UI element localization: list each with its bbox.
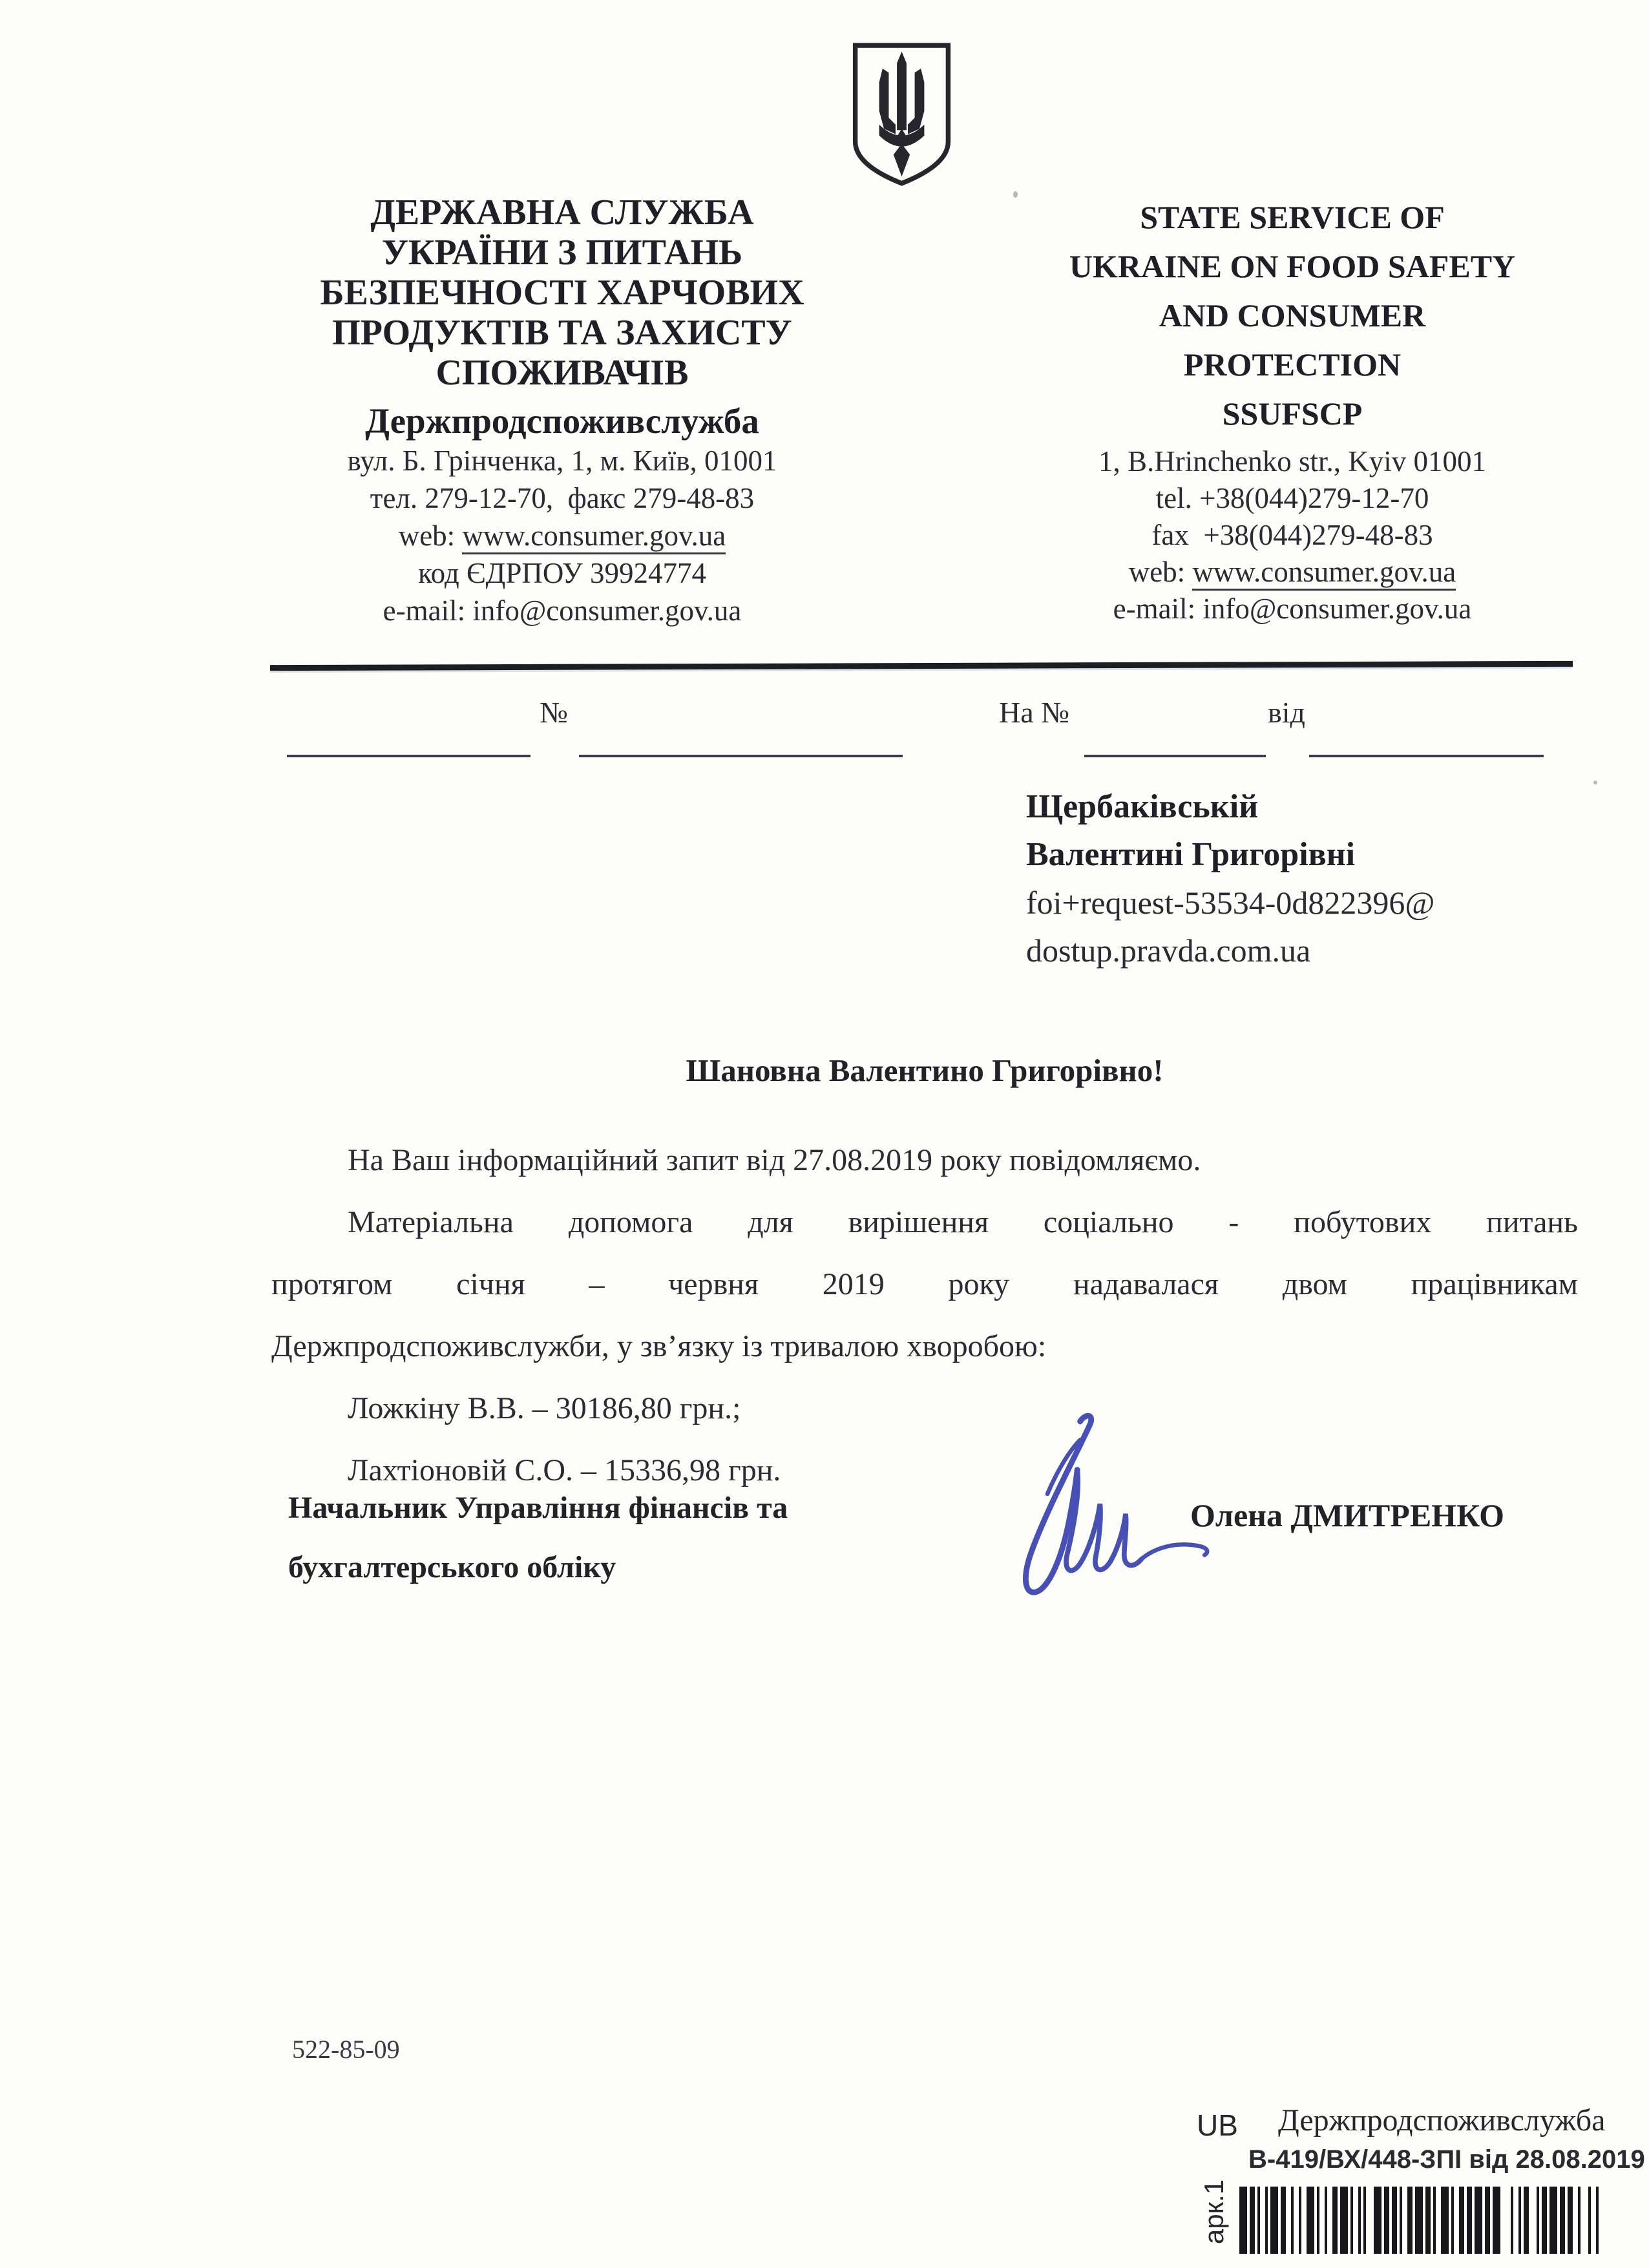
payment-list-item: Лахтіоновій С.О. – 15336,98 грн. bbox=[348, 1453, 781, 1487]
barcode-bar bbox=[1270, 2187, 1278, 2254]
barcode-gap bbox=[1402, 2187, 1407, 2254]
barcode-bar bbox=[1407, 2187, 1413, 2254]
letterhead-left-column bbox=[277, 193, 848, 629]
barcode-bar bbox=[1307, 2187, 1314, 2254]
barcode-gap bbox=[1591, 2187, 1596, 2254]
outgoing-number-blank-line bbox=[579, 755, 903, 757]
org-phones: тел. 279-12-70, факс 279-48-83 bbox=[370, 482, 755, 514]
barcode-bar bbox=[1425, 2187, 1431, 2254]
barcode-bar bbox=[1459, 2187, 1464, 2254]
stamp-sheet-label: арк.1 bbox=[1199, 2179, 1229, 2245]
barcode-bar bbox=[1415, 2187, 1423, 2254]
barcode-bar bbox=[1485, 2187, 1490, 2254]
barcode-bar bbox=[1281, 2187, 1286, 2254]
org-website-url: www.consumer.gov.ua bbox=[1192, 556, 1456, 591]
barcode-bar bbox=[1384, 2187, 1389, 2254]
barcode-bar bbox=[1524, 2187, 1529, 2254]
barcode-bar bbox=[1596, 2187, 1599, 2254]
org-email-en: e-mail: info@consumer.gov.ua bbox=[1113, 593, 1472, 625]
barcode-bar bbox=[1560, 2187, 1565, 2254]
incoming-date-label: від bbox=[1268, 696, 1305, 729]
signatory-job-title-line: Начальник Управління фінансів та bbox=[288, 1491, 788, 1525]
barcode-gap bbox=[1353, 2187, 1358, 2254]
barcode-gap bbox=[1581, 2187, 1588, 2254]
org-title-line: БЕЗПЕЧНОСТІ ХАРЧОВИХ bbox=[320, 273, 804, 313]
barcode-bar bbox=[1542, 2187, 1547, 2254]
org-short-name: Держпродспоживслужба bbox=[365, 401, 759, 441]
scan-speck bbox=[1013, 191, 1018, 198]
org-address: вул. Б. Грінченка, 1, м. Київ, 01001 bbox=[347, 445, 777, 477]
barcode-bar bbox=[1392, 2187, 1397, 2254]
incoming-number-label: На № bbox=[999, 696, 1070, 729]
org-web-line-en bbox=[1012, 554, 1573, 591]
barcode-gap bbox=[1500, 2187, 1511, 2254]
letterhead-right-column bbox=[1012, 193, 1573, 627]
signatory-job-title bbox=[288, 1478, 960, 1597]
ukraine-trident-emblem-icon bbox=[848, 43, 955, 186]
body-intro-line: На Ваш інформаційний запит від 27.08.2019 року повідомляємо. bbox=[348, 1143, 1201, 1177]
org-title-line-en: UKRAINE ON FOOD SAFETY bbox=[1069, 248, 1516, 284]
incoming-number-blank-line bbox=[1084, 755, 1266, 757]
org-title-line-en: SSUFSCP bbox=[1222, 395, 1363, 432]
barcode-bar bbox=[1475, 2187, 1482, 2254]
recipient-email-part2: dostup.pravda.com.ua bbox=[1026, 932, 1311, 969]
web-label: web: bbox=[398, 520, 463, 552]
org-edrpou-code: код ЄДРПОУ 39924774 bbox=[418, 557, 706, 589]
barcode-bar bbox=[1340, 2187, 1348, 2254]
payment-list-item: Ложкіну В.В. – 30186,80 грн.; bbox=[348, 1391, 741, 1425]
barcode-gap bbox=[1319, 2187, 1325, 2254]
barcode-bar bbox=[1568, 2187, 1573, 2254]
barcode-bar bbox=[1467, 2187, 1472, 2254]
barcode-gap bbox=[1436, 2187, 1441, 2254]
barcode-bar bbox=[1332, 2187, 1338, 2254]
scan-speck bbox=[1593, 781, 1597, 784]
recipient-block bbox=[1026, 783, 1582, 974]
handwritten-signature bbox=[940, 1409, 1212, 1622]
barcode bbox=[1239, 2187, 1599, 2254]
org-title-line-en: STATE SERVICE OF bbox=[1140, 199, 1445, 235]
org-title-line: УКРАЇНИ З ПИТАНЬ bbox=[381, 233, 743, 273]
outgoing-date-blank-line bbox=[287, 755, 530, 757]
org-tel-en: tel. +38(044)279-12-70 bbox=[1155, 482, 1429, 514]
barcode-gap bbox=[1294, 2187, 1299, 2254]
reference-number-row bbox=[271, 695, 1583, 766]
salutation: Шановна Валентино Григорівно! bbox=[686, 1053, 1164, 1088]
barcode-gap bbox=[1573, 2187, 1578, 2254]
barcode-bar bbox=[1549, 2187, 1557, 2254]
barcode-bar bbox=[1239, 2187, 1247, 2254]
org-title-line-en: AND CONSUMER bbox=[1159, 297, 1426, 333]
org-website-url: www.consumer.gov.ua bbox=[462, 520, 726, 554]
org-title-line: ПРОДУКТІВ ТА ЗАХИСТУ bbox=[332, 313, 792, 353]
recipient-surname: Щербаківській bbox=[1026, 788, 1259, 825]
body-paragraph-line: Держпродспоживслужби, у зв’язку із тривалою хворобою: bbox=[271, 1329, 1047, 1363]
web-label: web: bbox=[1128, 556, 1193, 588]
body-paragraph-line: протягом січня – червня 2019 року надавалася двом працівникам bbox=[271, 1267, 1578, 1301]
incoming-date-blank-line bbox=[1309, 755, 1544, 757]
signatory-job-title-line: бухгалтерського обліку bbox=[288, 1550, 616, 1584]
outgoing-number-label: № bbox=[540, 696, 568, 729]
barcode-bar bbox=[1250, 2187, 1255, 2254]
barcode-gap bbox=[1301, 2187, 1307, 2254]
signatory-name: Олена ДМИТРЕНКО bbox=[1190, 1497, 1504, 1533]
stamp-code: UB bbox=[1197, 2108, 1238, 2142]
barcode-gap bbox=[1327, 2187, 1332, 2254]
letterhead-divider-rule bbox=[270, 661, 1573, 671]
stamp-organization: Держпродспоживслужба bbox=[1278, 2103, 1606, 2137]
org-email: e-mail: info@consumer.gov.ua bbox=[383, 594, 742, 627]
barcode-gap bbox=[1366, 2187, 1374, 2254]
org-title-line: СПОЖИВАЧІВ bbox=[436, 353, 689, 393]
stamp-registration-number: В-419/ВХ/448-ЗПІ від 28.08.2019 bbox=[1248, 2145, 1645, 2174]
barcode-bar bbox=[1493, 2187, 1500, 2254]
body-paragraph-line: Матеріальна допомога для вирішення соціально - побутових питань bbox=[348, 1205, 1578, 1239]
org-fax-en: fax +38(044)279-48-83 bbox=[1151, 519, 1433, 551]
org-title-line-en: PROTECTION bbox=[1183, 346, 1402, 383]
recipient-email-part1: foi+request-53534-0d822396@ bbox=[1026, 885, 1435, 921]
barcode-bar bbox=[1441, 2187, 1449, 2254]
barcode-gap bbox=[1513, 2187, 1518, 2254]
org-web-line bbox=[277, 517, 848, 554]
recipient-given-names: Валентині Григорівні bbox=[1026, 836, 1356, 873]
barcode-gap bbox=[1286, 2187, 1291, 2254]
executor-phone: 522-85-09 bbox=[292, 2035, 400, 2064]
barcode-bar bbox=[1374, 2187, 1381, 2254]
barcode-gap bbox=[1454, 2187, 1459, 2254]
barcode-gap bbox=[1529, 2187, 1537, 2254]
org-address-en: 1, B.Hrinchenko str., Kyiv 01001 bbox=[1098, 445, 1486, 478]
letter-body bbox=[271, 1129, 1578, 1502]
barcode-gap bbox=[1260, 2187, 1265, 2254]
org-title-line: ДЕРЖАВНА СЛУЖБА bbox=[370, 193, 754, 233]
